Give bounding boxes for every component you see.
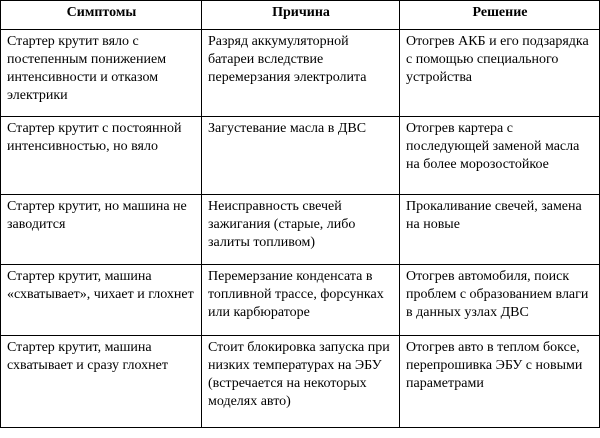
- symptom-cell: Стартер крутит с постоянной интенсивностью, но вяло: [1, 117, 202, 195]
- cause-cell: Разряд аккумуляторной батареи вследствие перемерзания электролита: [202, 30, 400, 117]
- solution-cell: Отогрев автомобиля, поиск проблем с образованием влаги в данных узлах ДВС: [400, 265, 600, 336]
- symptom-cell: Стартер крутит, машина «схватывает», чихает и глохнет: [1, 265, 202, 336]
- cause-cell: Перемерзание конденсата в топливной трассе, форсунках или карбюраторе: [202, 265, 400, 336]
- symptom-cell: Стартер крутит, машина схватывает и сразу глохнет: [1, 336, 202, 428]
- solution-cell: Отогрев авто в теплом боксе, перепрошивка ЭБУ с новыми параметрами: [400, 336, 600, 428]
- header-row: [1, 1, 600, 30]
- table-row: [1, 30, 600, 117]
- solution-cell: Отогрев АКБ и его подзарядка с помощью специального устройства: [400, 30, 600, 117]
- cause-cell: Загустевание масла в ДВС: [202, 117, 400, 195]
- header-cause: Причина: [202, 1, 400, 30]
- solution-cell: Прокаливание свечей, замена на новые: [400, 195, 600, 265]
- table-row: [1, 265, 600, 336]
- header-solution: Решение: [400, 1, 600, 30]
- table-row: [1, 336, 600, 428]
- symptom-cell: Стартер крутит, но машина не заводится: [1, 195, 202, 265]
- table-row: [1, 117, 600, 195]
- cause-cell: Стоит блокировка запуска при низких температурах на ЭБУ (встречается на некоторых моделях авто): [202, 336, 400, 428]
- symptom-cell: Стартер крутит вяло с постепенным понижением интенсивности и отказом электрики: [1, 30, 202, 117]
- table-row: [1, 195, 600, 265]
- cause-cell: Неисправность свечей зажигания (старые, либо залиты топливом): [202, 195, 400, 265]
- header-symptoms: Симптомы: [1, 1, 202, 30]
- solution-cell: Отогрев картера с последующей заменой масла на более морозостойкое: [400, 117, 600, 195]
